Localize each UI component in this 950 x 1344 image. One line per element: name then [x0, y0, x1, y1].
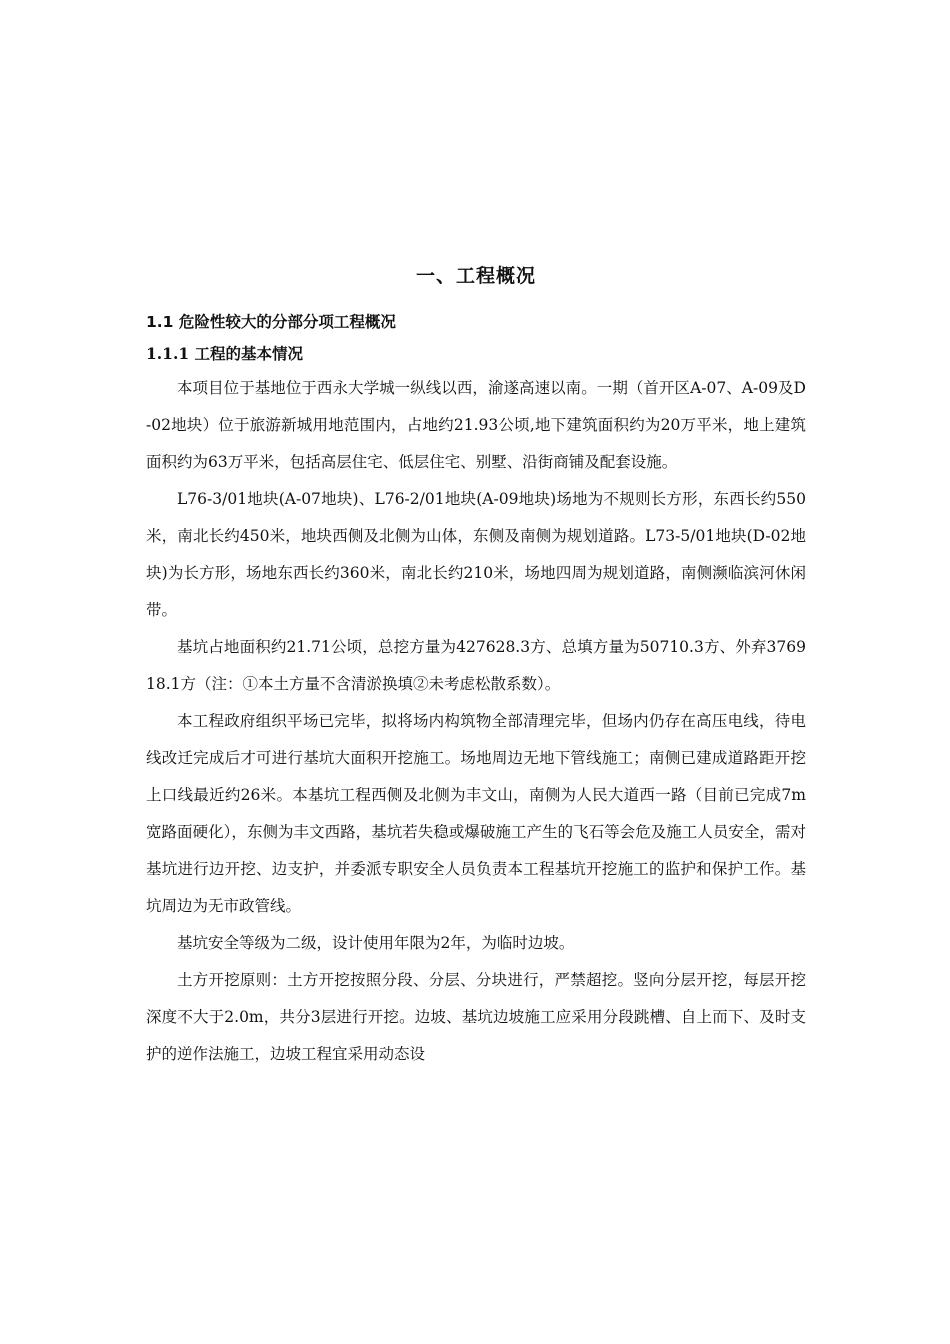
- paragraph-safety-grade: 基坑安全等级为二级，设计使用年限为2年，为临时边坡。: [177, 934, 575, 952]
- paragraph-earthwork-volume: 基坑占地面积约21.71公顷，总挖方量为427628.3方、总填方量为50710.3方、外弃376918.1方（注：①本土方量不含清淤换填②未考虑松散系数）。: [146, 638, 806, 693]
- subsection-title: 1.1.1 工程的基本情况: [146, 344, 304, 363]
- paragraph-site-dimensions: L76-3/01地块(A-07地块)、L76-2/01地块(A-09地块)场地为不规则长方形，东西长约550米，南北长约450米，地块西侧及北侧为山体，东侧及南侧为规划道路。L73-5/01地块(D-02地块)为长方形，场地东西长约360米，南北长约210米，场地四周为规划道路，南侧濒临滨河休闲带。: [146, 490, 806, 619]
- section-title: 1.1 危险性较大的分部分项工程概况: [146, 313, 396, 331]
- document-body: [146, 258, 806, 1073]
- paragraph-site-conditions: 本工程政府组织平场已完毕，拟将场内构筑物全部清理完毕，但场内仍存在高压电线，待电线改迁完成后才可进行基坑大面积开挖施工。场地周边无地下管线施工；南侧已建成道路距开挖上口线最近约26米。本基坑工程西侧及北侧为丰文山，南侧为人民大道西一路（目前已完成7m宽路面硬化），东侧为丰文西路，基坑若失稳或爆破施工产生的飞石等会危及施工人员安全，需对基坑进行边开挖、边支护，并委派专职安全人员负责本工程基坑开挖施工的监护和保护工作。基坑周边为无市政管线。: [146, 712, 806, 915]
- chapter-title: 一、工程概况: [415, 265, 536, 287]
- paragraph-project-location: 本项目位于基地位于西永大学城一纵线以西，渝遂高速以南。一期（首开区A-07、A-09及D-02地块）位于旅游新城用地范围内，占地约21.93公顷,地下建筑面积约为20万平米，地上建筑面积约为63万平米，包括高层住宅、低层住宅、别墅、沿街商铺及配套设施。: [146, 379, 806, 471]
- paragraph-excavation-principle: 土方开挖原则：土方开挖按照分段、分层、分块进行，严禁超挖。竖向分层开挖，每层开挖深度不大于2.0m，共分3层进行开挖。边坡、基坑边坡施工应采用分段跳槽、自上而下、及时支护的逆作法施工，边坡工程宜采用动态设: [146, 971, 806, 1063]
